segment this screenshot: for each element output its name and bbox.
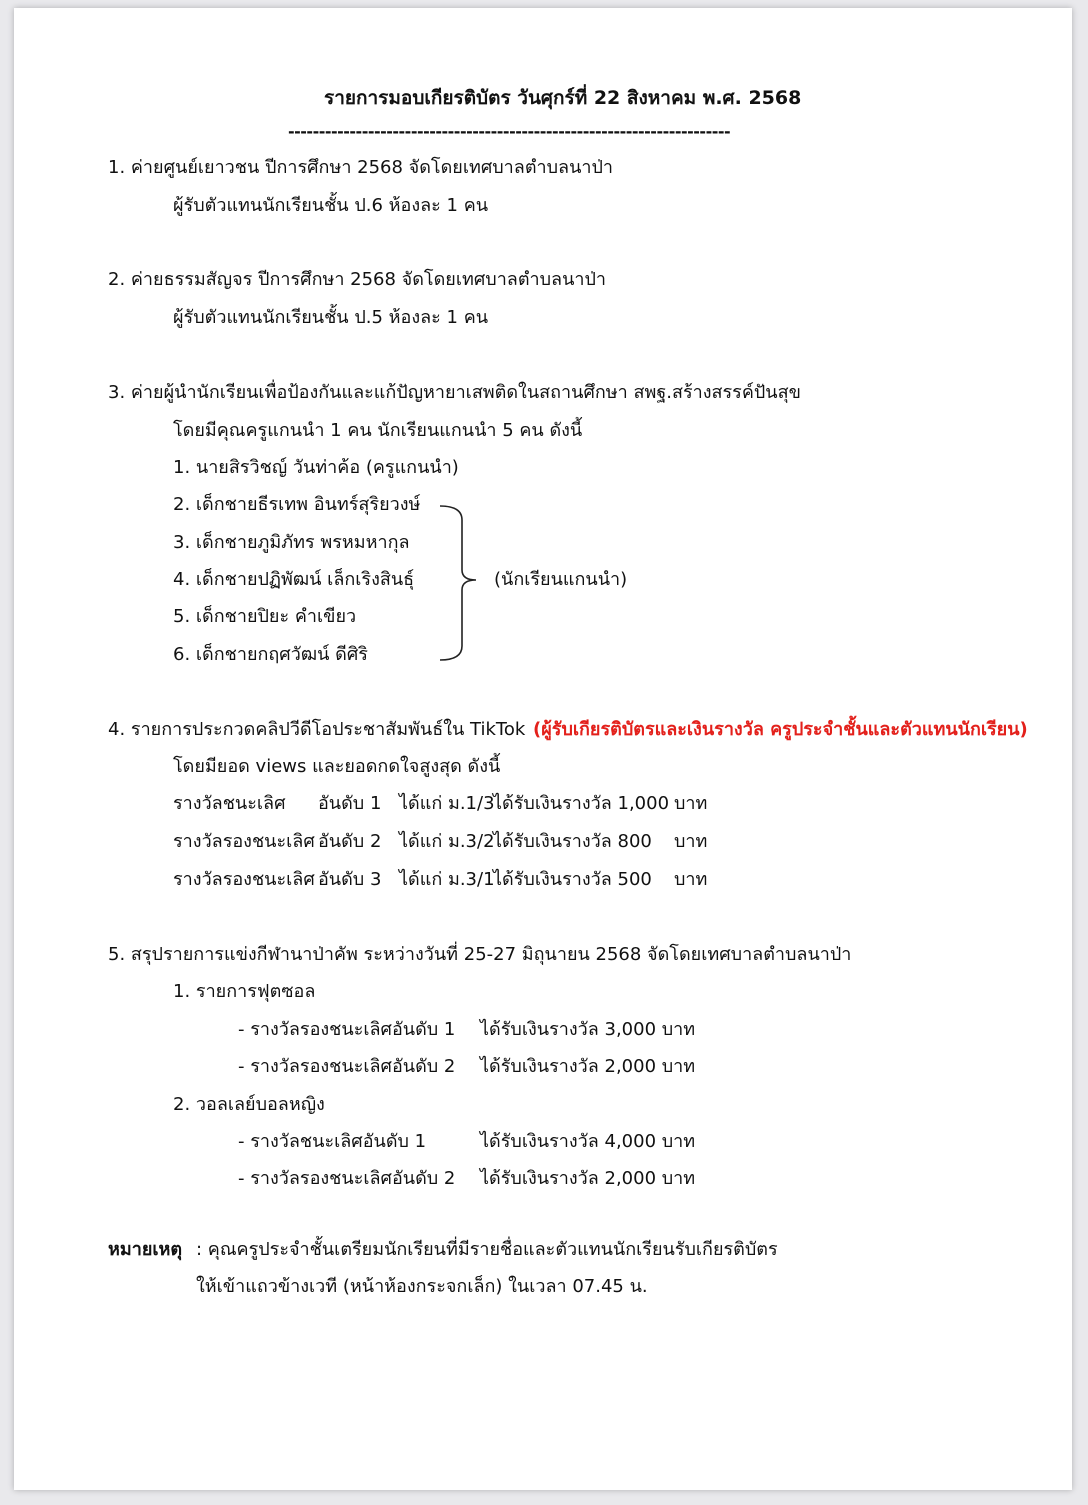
group-brace	[432, 498, 502, 668]
volleyball-award: - รางวัลรองชนะเลิศอันดับ 2	[238, 1168, 456, 1189]
prize-rank: อันดับ 2	[318, 831, 382, 852]
document-page	[14, 8, 1072, 1490]
futsal-award: - รางวัลรองชนะเลิศอันดับ 1	[238, 1019, 456, 1040]
futsal-award: - รางวัลรองชนะเลิศอันดับ 2	[238, 1056, 456, 1077]
prize-money: ได้รับเงินรางวัล 800	[493, 831, 652, 852]
item1-detail: ผู้รับตัวแทนนักเรียนชั้น ป.6 ห้องละ 1 คน	[173, 195, 489, 216]
note-line1: : คุณครูประจำชั้นเตรียมนักเรียนที่มีรายชื่อและตัวแทนนักเรียนรับเกียรติบัตร	[196, 1239, 778, 1260]
note-label: หมายเหตุ	[108, 1239, 183, 1260]
item3-heading: 3. ค่ายผู้นำนักเรียนเพื่อป้องกันและแก้ปัญหายาเสพติดในสถานศึกษา สพฐ.สร้างสรรค์ปันสุข	[108, 382, 801, 403]
volleyball-money: ได้รับเงินรางวัล 4,000 บาท	[480, 1131, 696, 1152]
futsal-money: ได้รับเงินรางวัล 2,000 บาท	[480, 1056, 696, 1077]
prize-award: รางวัลรองชนะเลิศ	[173, 831, 315, 852]
prize-money: ได้รับเงินรางวัล 1,000	[493, 793, 670, 814]
note-line2: ให้เข้าแถวข้างเวที (หน้าห้องกระจกเล็ก) ในเวลา 07.45 น.	[196, 1276, 648, 1297]
prize-winner: ได้แก่ ม.3/1	[399, 869, 495, 890]
prize-rank: อันดับ 1	[318, 793, 382, 814]
prize-money: ได้รับเงินรางวัล 500	[493, 869, 652, 890]
futsal-money: ได้รับเงินรางวัล 3,000 บาท	[480, 1019, 696, 1040]
person-item: 2. เด็กชายธีรเทพ อินทร์สุริยวงษ์	[173, 494, 421, 515]
item5-heading: 5. สรุปรายการแข่งกีฬานาป่าคัพ ระหว่างวันที่ 25-27 มิถุนายน 2568 จัดโดยเทศบาลตำบลนาป่า	[108, 944, 852, 965]
person-item: 3. เด็กชายภูมิภัทร พรหมหากุล	[173, 532, 410, 553]
prize-award: รางวัลรองชนะเลิศ	[173, 869, 315, 890]
prize-winner: ได้แก่ ม.3/2	[399, 831, 495, 852]
item2-detail: ผู้รับตัวแทนนักเรียนชั้น ป.5 ห้องละ 1 คน	[173, 307, 489, 328]
volleyball-award: - รางวัลชนะเลิศอันดับ 1	[238, 1131, 427, 1152]
person-item: 6. เด็กชายกฤศวัฒน์ ดีศิริ	[173, 644, 368, 665]
item1-heading: 1. ค่ายศูนย์เยาวชน ปีการศึกษา 2568 จัดโดยเทศบาลตำบลนาป่า	[108, 157, 614, 178]
volleyball-money: ได้รับเงินรางวัล 2,000 บาท	[480, 1168, 696, 1189]
prize-unit: บาท	[674, 831, 708, 852]
prize-unit: บาท	[674, 869, 708, 890]
person-item: 4. เด็กชายปฏิพัฒน์ เล็กเริงสินธุ์	[173, 569, 415, 590]
prize-award: รางวัลชนะเลิศ	[173, 793, 286, 814]
title-divider: ------------------------------------------------------------------------	[288, 122, 731, 141]
prize-rank: อันดับ 3	[318, 869, 382, 890]
person-item: 1. นายสิรวิชญ์ วันท่าค้อ (ครูแกนนำ)	[173, 457, 459, 478]
futsal-title: 1. รายการฟุตซอล	[173, 981, 316, 1002]
item3-detail: โดยมีคุณครูแกนนำ 1 คน นักเรียนแกนนำ 5 คน ดังนี้	[173, 420, 583, 441]
prize-unit: บาท	[674, 793, 708, 814]
prize-winner: ได้แก่ ม.1/3	[399, 793, 495, 814]
item4-detail: โดยมียอด views และยอดกดใจสูงสุด ดังนี้	[173, 756, 501, 777]
item2-heading: 2. ค่ายธรรมสัญจร ปีการศึกษา 2568 จัดโดยเทศบาลตำบลนาป่า	[108, 269, 607, 290]
item4-heading: 4. รายการประกวดคลิปวีดีโอประชาสัมพันธ์ใน TikTok	[108, 719, 526, 740]
item4-highlight: (ผู้รับเกียรติบัตรและเงินรางวัล ครูประจำชั้นและตัวแทนนักเรียน)	[533, 719, 1028, 740]
person-item: 5. เด็กชายปิยะ คำเขียว	[173, 606, 357, 627]
document-title: รายการมอบเกียรติบัตร วันศุกร์ที่ 22 สิงหาคม พ.ศ. 2568	[324, 87, 802, 109]
volleyball-title: 2. วอลเลย์บอลหญิง	[173, 1094, 325, 1115]
group-label: (นักเรียนแกนนำ)	[494, 569, 628, 590]
